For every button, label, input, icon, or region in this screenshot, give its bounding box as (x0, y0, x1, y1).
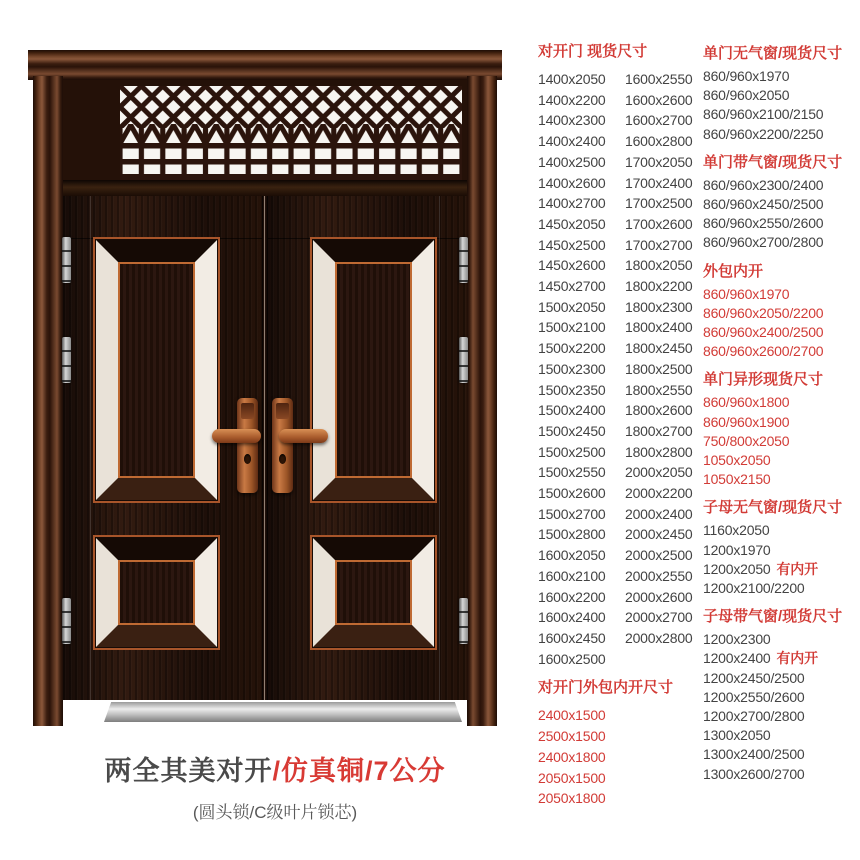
size-item (538, 462, 625, 483)
size-value: 1500x2450 (538, 422, 606, 439)
size-value: 2000x2050 (625, 464, 693, 481)
size-item (538, 788, 700, 809)
size-item (703, 541, 860, 560)
size-value: 860/960x2200/2250 (703, 125, 824, 142)
size-value: 1400x2400 (538, 133, 606, 150)
size-item (538, 607, 625, 628)
size-value: 1800x2600 (625, 402, 693, 419)
note-label: 有内开 (776, 650, 818, 667)
section-sizes (703, 67, 860, 144)
product-caption-sub: (圆头锁/C级叶片锁芯) (192, 803, 358, 822)
size-item (625, 235, 700, 256)
size-value: 860/960x2050/2200 (703, 304, 824, 321)
size-item (703, 560, 860, 579)
size-item (625, 110, 700, 131)
size-item (625, 421, 700, 442)
double-door-size-grid (538, 69, 700, 669)
size-value: 750/800x2050 (703, 432, 790, 449)
size-value: 2000x2550 (625, 567, 693, 584)
size-item (625, 359, 700, 380)
size-value: 1800x2200 (625, 278, 693, 295)
size-item (625, 400, 700, 421)
size-value: 860/960x2100/2150 (703, 106, 824, 123)
keyhole-icon (279, 454, 286, 464)
hinge-icon (62, 237, 71, 283)
door-leaf-left (63, 196, 265, 700)
size-item (625, 193, 700, 214)
size-item (625, 504, 700, 525)
size-item (538, 705, 700, 726)
size-value: 1700x2700 (625, 236, 693, 253)
size-column-a (538, 69, 625, 669)
size-value: 2400x1500 (538, 707, 606, 724)
door-handle-right[interactable] (272, 398, 293, 493)
size-item (625, 214, 700, 235)
size-item (538, 545, 625, 566)
size-item (538, 566, 625, 587)
size-item (625, 276, 700, 297)
product-caption (80, 754, 470, 788)
size-value: 860/960x2700/2800 (703, 234, 824, 251)
size-value: 860/960x2600/2700 (703, 343, 824, 360)
size-item (538, 649, 625, 670)
size-value: 2050x1800 (538, 790, 606, 807)
size-item (703, 630, 860, 649)
door-threshold (104, 702, 462, 722)
size-value: 1200x1970 (703, 541, 771, 558)
size-item (538, 726, 700, 747)
size-item (703, 669, 860, 688)
size-item (703, 214, 860, 233)
section-sizes (703, 285, 860, 362)
size-value: 1500x2300 (538, 360, 606, 377)
size-value: 2000x2800 (625, 629, 693, 646)
size-item (625, 297, 700, 318)
size-item (538, 235, 625, 256)
door-center-gap (262, 196, 268, 700)
section-sizes (703, 393, 860, 489)
size-value: 1400x2500 (538, 153, 606, 170)
size-item (703, 67, 860, 86)
size-item (538, 628, 625, 649)
size-value: 1500x2200 (538, 340, 606, 357)
size-item (703, 176, 860, 195)
size-value: 860/960x1970 (703, 285, 790, 302)
size-item (538, 255, 625, 276)
size-value: 1400x2200 (538, 91, 606, 108)
size-value: 860/960x2300/2400 (703, 176, 824, 193)
size-value: 1300x2400/2500 (703, 746, 805, 763)
size-value: 1450x2700 (538, 278, 606, 295)
size-item (625, 462, 700, 483)
size-value: 1600x2200 (538, 588, 606, 605)
size-item (625, 442, 700, 463)
size-value: 1800x2450 (625, 340, 693, 357)
single-door-size-list (703, 44, 860, 784)
size-value: 1400x2300 (538, 112, 606, 129)
size-value: 1200x2050 (703, 560, 771, 577)
size-value: 1800x2400 (625, 319, 693, 336)
size-value: 1200x2700/2800 (703, 708, 805, 725)
size-value: 1500x2100 (538, 319, 606, 336)
size-value: 860/960x1900 (703, 413, 790, 430)
size-value: 1500x2500 (538, 443, 606, 460)
caption-product-name: 两全其美对开 (104, 756, 273, 786)
section-title: 单门带气窗/现货尺寸 (703, 153, 843, 171)
size-value: 860/960x2050 (703, 87, 790, 104)
section-title-double-door-outer: 对开门外包内开尺寸 (538, 679, 674, 697)
size-item (538, 524, 625, 545)
size-item (703, 745, 860, 764)
size-item (538, 110, 625, 131)
size-value: 860/960x2400/2500 (703, 324, 824, 341)
size-value: 1400x2700 (538, 195, 606, 212)
size-item (625, 628, 700, 649)
size-item (703, 393, 860, 412)
size-item (538, 297, 625, 318)
size-value: 1200x2450/2500 (703, 669, 805, 686)
size-item (538, 173, 625, 194)
size-value: 2000x2400 (625, 505, 693, 522)
size-value: 1500x2800 (538, 526, 606, 543)
size-value: 1600x2050 (538, 547, 606, 564)
size-value: 1700x2600 (625, 215, 693, 232)
size-value: 860/960x1800 (703, 394, 790, 411)
size-item (625, 545, 700, 566)
size-item (538, 193, 625, 214)
size-item (538, 747, 700, 768)
size-item (703, 233, 860, 252)
size-item (703, 323, 860, 342)
size-value: 1160x2050 (703, 522, 770, 539)
door-panel-lower-right (310, 535, 437, 650)
size-item (538, 380, 625, 401)
size-value: 1800x2300 (625, 298, 693, 315)
size-item (538, 768, 700, 789)
size-value: 1800x2800 (625, 443, 693, 460)
size-value: 1450x2600 (538, 257, 606, 274)
size-value: 2000x2500 (625, 547, 693, 564)
section-title: 外包内开 (703, 262, 764, 280)
size-item (703, 451, 860, 470)
size-item (538, 504, 625, 525)
size-item (703, 470, 860, 489)
size-value: 1800x2550 (625, 381, 693, 398)
outer-open-sizes (538, 705, 700, 809)
size-item (703, 285, 860, 304)
size-item (538, 400, 625, 421)
size-item (703, 195, 860, 214)
size-value: 1450x2050 (538, 215, 606, 232)
transom-window (63, 80, 467, 196)
size-item (703, 765, 860, 784)
caption-material-spec: /仿真铜/7公分 (272, 756, 446, 786)
size-item (703, 688, 860, 707)
size-item (625, 173, 700, 194)
size-item (703, 413, 860, 432)
size-item (625, 380, 700, 401)
size-value: 1050x2050 (703, 452, 771, 469)
size-value: 1300x2600/2700 (703, 765, 805, 782)
size-item (538, 131, 625, 152)
size-value: 1300x2050 (703, 727, 771, 744)
lattice-grille-icon (120, 86, 462, 180)
size-value: 2050x1500 (538, 769, 606, 786)
size-item (538, 483, 625, 504)
door-panel-lower-left (93, 535, 220, 650)
size-item (538, 338, 625, 359)
size-value: 1700x2050 (625, 153, 693, 170)
section-title: 单门异形现货尺寸 (703, 371, 824, 389)
section-sizes (703, 521, 860, 598)
door-leaf-right (265, 196, 467, 700)
size-item (538, 359, 625, 380)
size-value: 860/960x2550/2600 (703, 215, 824, 232)
size-value: 1600x2800 (625, 133, 693, 150)
size-item (625, 152, 700, 173)
hinge-icon (459, 598, 468, 644)
size-value: 2500x1500 (538, 728, 606, 745)
size-item (538, 442, 625, 463)
door-frame-top (28, 50, 502, 80)
hinge-icon (459, 337, 468, 383)
size-item (625, 566, 700, 587)
size-value: 860/960x1970 (703, 68, 790, 84)
size-value: 1800x2500 (625, 360, 693, 377)
size-item (538, 214, 625, 235)
size-item (625, 607, 700, 628)
door-lever-left[interactable] (212, 429, 261, 443)
size-value: 1700x2500 (625, 195, 693, 212)
size-value: 1200x2550/2600 (703, 688, 805, 705)
size-item (625, 524, 700, 545)
section-title: 单门无气窗/现货尺寸 (703, 45, 843, 62)
size-value: 1050x2150 (703, 471, 771, 488)
door-handle-left[interactable] (237, 398, 258, 493)
hinge-icon (459, 237, 468, 283)
size-value: 1500x2050 (538, 298, 606, 315)
double-door-size-list (538, 42, 700, 809)
size-item (703, 86, 860, 105)
door-panel-upper-left (93, 237, 220, 503)
size-item (625, 69, 700, 90)
section-sizes (703, 176, 860, 253)
section-sizes (703, 630, 860, 784)
size-value: 1600x2500 (538, 650, 606, 667)
door-lever-right[interactable] (279, 429, 328, 443)
hinge-icon (62, 598, 71, 644)
size-column-b (625, 69, 700, 669)
size-value: 1450x2500 (538, 236, 606, 253)
size-value: 2400x1800 (538, 748, 606, 765)
size-item (703, 432, 860, 451)
size-value: 1600x2700 (625, 112, 693, 129)
size-item (625, 90, 700, 111)
size-item (625, 255, 700, 276)
size-value: 1200x2300 (703, 631, 771, 648)
size-value: 1500x2350 (538, 381, 606, 398)
transom-rail (63, 180, 467, 196)
size-value: 1600x2550 (625, 71, 693, 87)
size-item (703, 726, 860, 745)
size-item (538, 276, 625, 297)
size-item (538, 317, 625, 338)
size-item (703, 521, 860, 540)
section-title-double-door: 对开门 现货尺寸 (538, 43, 648, 60)
size-value: 1500x2600 (538, 485, 606, 502)
size-item (538, 152, 625, 173)
size-value: 1500x2700 (538, 505, 606, 522)
door-leaves (63, 196, 467, 700)
hinge-icon (62, 337, 71, 383)
size-value: 2000x2700 (625, 609, 693, 626)
keyhole-icon (244, 454, 251, 464)
size-value: 1700x2400 (625, 174, 693, 191)
size-value: 1800x2050 (625, 257, 693, 274)
size-item (703, 579, 860, 598)
size-item (625, 338, 700, 359)
size-item (703, 649, 860, 668)
size-value: 1600x2100 (538, 567, 606, 584)
door-panel-upper-right (310, 237, 437, 503)
note-label: 有内开 (776, 560, 818, 577)
size-value: 1200x2400 (703, 650, 771, 667)
size-item (703, 304, 860, 323)
size-item (703, 707, 860, 726)
size-item (538, 421, 625, 442)
size-value: 1800x2700 (625, 422, 693, 439)
door-photo (33, 50, 497, 745)
size-item (703, 125, 860, 144)
size-item (625, 317, 700, 338)
size-item (703, 105, 860, 124)
size-item (538, 587, 625, 608)
size-value: 1600x2400 (538, 609, 606, 626)
size-value: 1400x2600 (538, 174, 606, 191)
size-item (625, 587, 700, 608)
size-value: 1600x2600 (625, 91, 693, 108)
size-item (703, 342, 860, 361)
size-value: 2000x2600 (625, 588, 693, 605)
size-value: 2000x2200 (625, 485, 693, 502)
size-value: 1500x2400 (538, 402, 606, 419)
door-frame-left (33, 76, 63, 726)
size-item (538, 69, 625, 90)
size-value: 1600x2450 (538, 629, 606, 646)
size-item (625, 483, 700, 504)
size-value: 2000x2450 (625, 526, 693, 543)
size-value: 1200x2100/2200 (703, 580, 805, 597)
door-frame-right (467, 76, 497, 726)
size-item (538, 90, 625, 111)
size-item (625, 131, 700, 152)
size-value: 1500x2550 (538, 464, 606, 481)
size-value: 1400x2050 (538, 71, 606, 87)
section-title: 子母带气窗/现货尺寸 (703, 608, 843, 626)
size-value: 860/960x2450/2500 (703, 196, 824, 213)
section-title: 子母无气窗/现货尺寸 (703, 499, 843, 517)
